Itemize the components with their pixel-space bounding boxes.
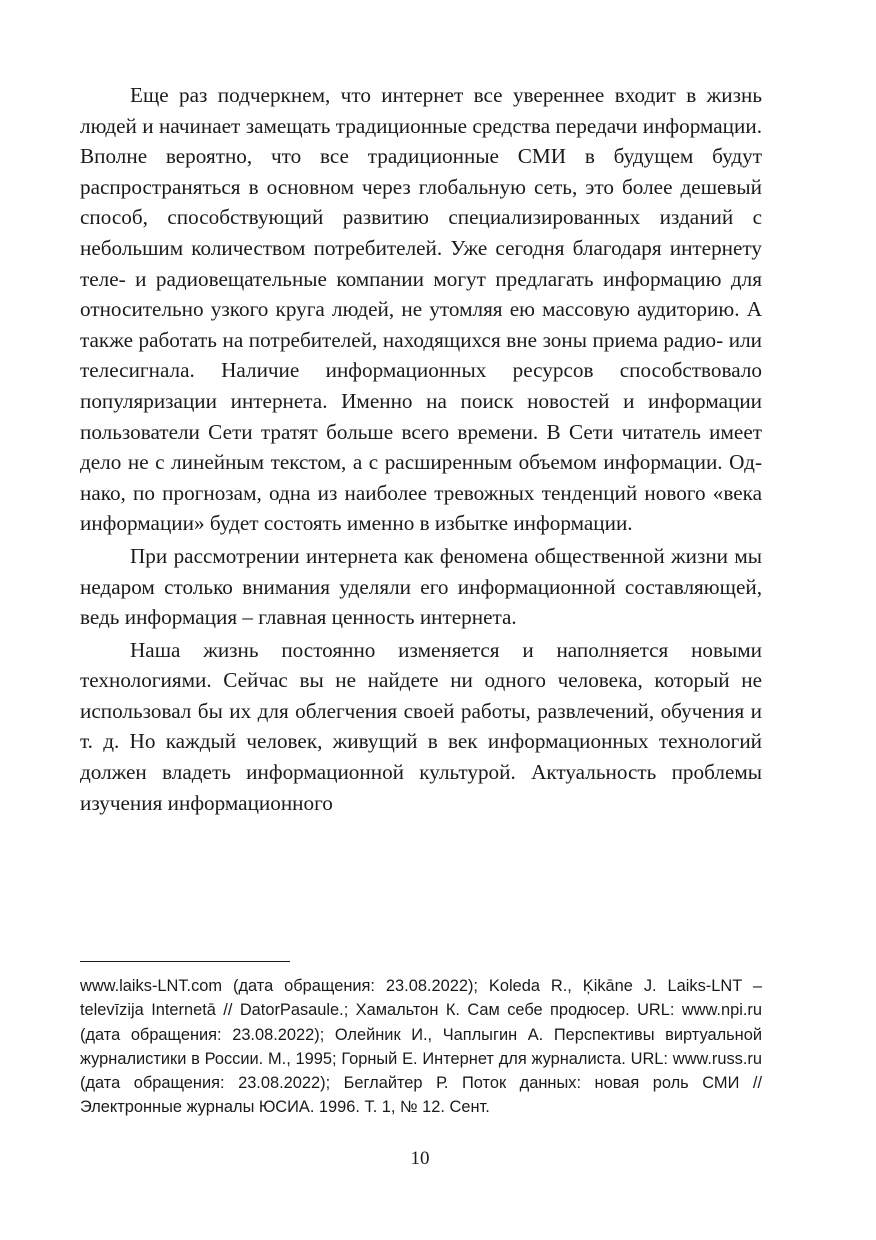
footnote: www.laiks-LNT.com (дата обращения: 23.08.2022); Koleda R., Ķikāne J. Laiks-LNT – televīzija Internetā // DatorPasaule.; Хамальтон К. Сам себе продюсер. URL: www.npi.ru (дата обращения: 23.08.2022); Олейник И., Чаплыгин А. Перспективы виртуальной журналистики в России. М., 1995; Горный Е. Интернет для журналиста. URL: www.russ.ru (дата обращения: 23.08.2022); Беглайтер Р. Поток данных: новая роль СМИ // Электронные журналы ЮСИА. 1996. Т. 1, № 12. Сент. xyxy=(80,977,762,1117)
paragraph: При рассмотрении интернета как феномена общественной жизни мы недаром столько внимания уделяли его информационной составляющей, ведь информация – главная ценность интернета. xyxy=(80,543,762,630)
paragraph: Еще раз подчеркнем, что интернет все увереннее входит в жизнь людей и начинает замещать традиционные средства передачи информации. Вполне вероятно, что все традиционные СМИ в будущем будут распространяться в основном через глобальную сеть, это более дешевый способ, способствующий развитию специализированных изданий с небольшим количеством потребителей. Уже сегодня благодаря интернету теле- и радиовещательные компании могут предлагать информацию для относительно узкого круга людей, не утомляя ею массовую аудиторию. А также работать на потребителей, находящихся вне зоны приема радио- или телесигнала. Наличие информационных ресурсов способствовало популяризации интернета. Именно на поиск новостей и информации пользователи Сети тратят больше всего времени. В Сети читатель имеет дело не с линейным текстом, а с расширенным объемом информации. Однако, по прогнозам, одна из наиболее тревожных тенденций нового «века информации» будет состоять именно в избытке информации. xyxy=(80,83,762,536)
paragraph: Наша жизнь постоянно изменяется и наполняется новыми технологиями. Сейчас вы не найдете ни одного человека, который не использовал бы их для облегчения своей работы, развлечений, обучения и т. д. Но каждый человек, живущий в век информационных технологий должен владеть информационной культурой. Актуальность проблемы изучения информационного xyxy=(80,637,762,815)
page-number: 10 xyxy=(410,1148,430,1169)
footnote-separator xyxy=(80,961,290,962)
main-text xyxy=(80,80,762,818)
